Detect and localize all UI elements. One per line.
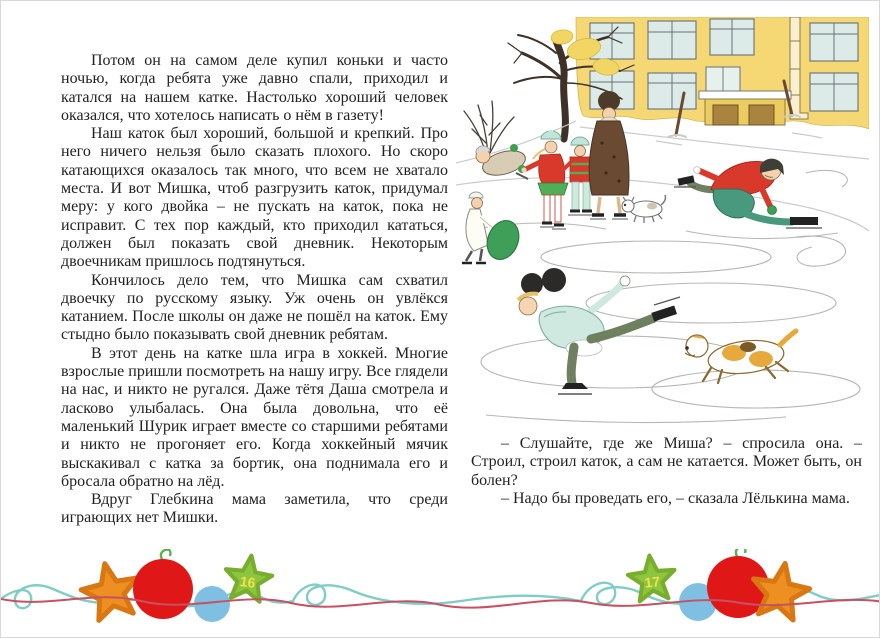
boy-red-sweater (674, 159, 822, 228)
left-page-number: 16 (238, 572, 257, 591)
paragraph: В этот день на катке шла игра в хоккей. Многие взрослые пришли посмотреть на нашу игру. Все глядели на нас, и никто не ругался. Даже тётя Даша смотрела и ласково улыбалась. Она была довольна, что её маленький Шурик играет вместе со старшими ребятами и никто не прогоняет его. Когда хоккейный мячик выскакивал с катка за бортик, она поднимала его и бросала обратно на лёд. (61, 344, 448, 490)
fallen-child (476, 144, 528, 180)
page-number-star-left (222, 552, 274, 603)
girl-fur-hat (518, 268, 680, 394)
right-page-text (471, 435, 862, 508)
snow-lines (456, 121, 869, 231)
paragraph: – Слушайте, где же Миша? – спросила она. – Строил, строил каток, а сам не катается. Может быть, он болен? (471, 435, 862, 489)
girl-red-jacket (521, 130, 568, 229)
building-entrance (699, 91, 791, 125)
ornament-ball-red-left (133, 550, 193, 619)
paragraph: Кончилось дело тем, что Мишка сам схватил двоечку по русскому языку. Уж очень он увлёкся катанием. После школы он даже не пошёл на каток. Ему стыдно было показывать свой дневник ребятам. (61, 271, 448, 344)
paragraph: Наш каток был хороший, большой и крепкий. Про него ничего нельзя было сказать плохого. Но скоро катающихся оказалось так много, что всем не хватало места. И вот Мишка, чтоб разгрузить каток, придумал меру: у кого двойка – не пускать на каток, пока не исправит. С тех пор каждый, кто приходил кататься, должен был показать свой дневник. Некоторым двоечникам пришлось подтянуться. (61, 125, 448, 271)
right-page-number: 17 (643, 573, 661, 591)
page-number-star-right (626, 553, 677, 602)
bottom-garland (1, 549, 880, 638)
paragraph: Потом он на самом деле купил коньки и часто ночью, когда ребята уже давно спали, приходил и катался на нашем катке. Настолько хороший человек оказался, что хотелось написать о нём в газету! (61, 52, 448, 124)
spotted-dog (685, 331, 796, 383)
left-page-text (61, 52, 448, 528)
paragraph: Вдруг Глебкина мама заметила, что среди играющих нет Мишки. (61, 491, 448, 527)
boy-with-sack (462, 192, 524, 264)
small-white-dog (622, 195, 666, 223)
yellow-building (576, 17, 869, 129)
ice-rink-illustration (456, 17, 869, 429)
ice-traces (476, 170, 860, 422)
snowy-bush (464, 101, 514, 153)
paragraph: – Надо бы проведать его, – сказала Лёлькина мама. (501, 489, 850, 507)
